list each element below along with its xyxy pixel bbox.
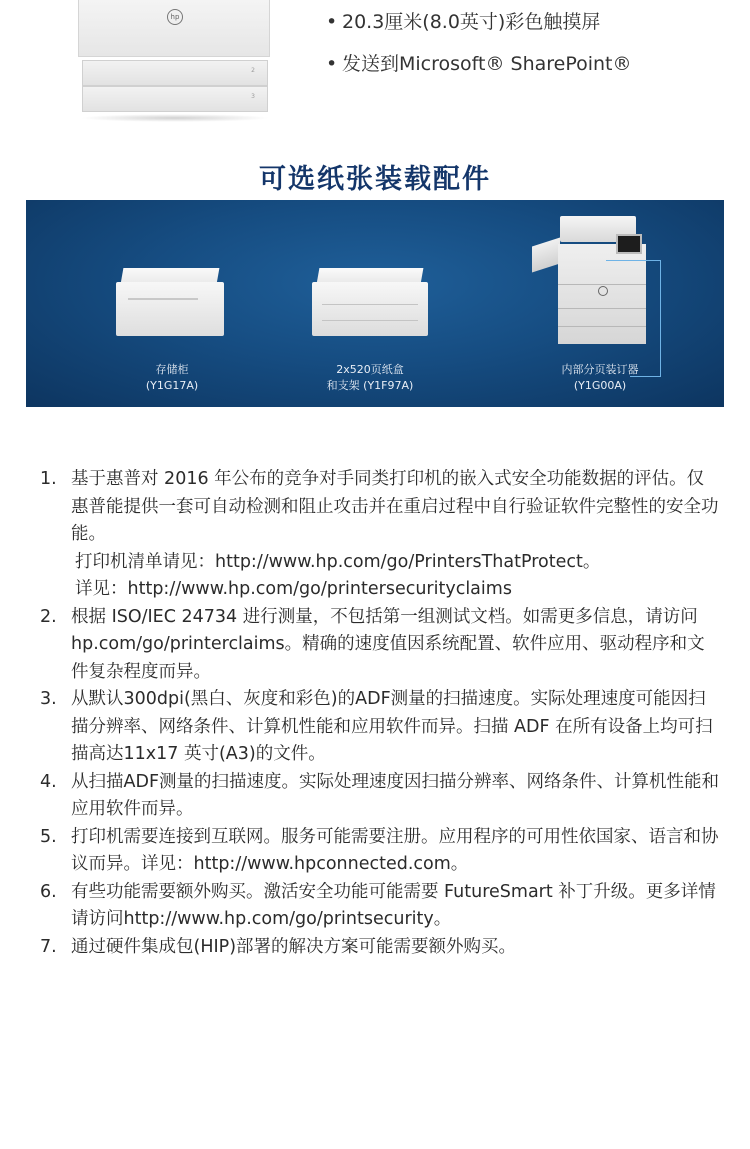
printer-tray: 3 [82, 86, 268, 112]
printer-body [78, 0, 270, 57]
footnote-item: 1. 基于惠普对 2016 年公布的竞争对手同类打印机的嵌入式安全功能数据的评估。仅惠普能提供一套可自动检测和阻止攻击并在重启过程中自行验证软件完整性的安全功能。 打印机清单请见：http://www.hp.com/go/PrintersThatProtect。 详见：http://www.hp.com/go/printersecurityclaims [40, 466, 720, 604]
feature-list [326, 8, 632, 92]
footnote-link[interactable]: 详见：http://www.hp.com/go/printersecurityclaims [75, 579, 512, 599]
printer-image [78, 0, 270, 118]
footnote-item: 2. 根据 ISO/IEC 24734 进行测量，不包括第一组测试文档。如需更多信息，请访问 hp.com/go/printerclaims。精确的速度值因系统配置、软件应用、驱动程序和文件复杂程度而异。 [40, 606, 705, 682]
accessory-label-storage-cabinet: 存储柜 (Y1G17A) [145, 363, 199, 392]
accessory-label-paper-tray: 2x520页纸盒 和支架 (Y1F97A) [326, 363, 414, 392]
footnote-item: 6. 有些功能需要额外购买。激活安全功能可能需要 FutureSmart 补丁升级。更多详情请访问http://www.hp.com/go/printsecurity。 [40, 881, 716, 929]
accessories-banner [26, 200, 724, 407]
accessories-title: 可选纸张装载配件 [259, 164, 491, 195]
footnote-item: 3. 从默认300dpi(黑白、灰度和彩色)的ADF测量的扫描速度。实际处理速度可能因扫描分辨率、网络条件、计算机性能和应用软件而异。扫描 ADF 在所有设备上均可扫描高达11x17 英寸(A3)的文件。 [40, 689, 713, 764]
feature-item: • 发送到Microsoft® SharePoint® [326, 50, 632, 92]
feature-item: • 20.3厘米(8.0英寸)彩色触摸屏 [326, 8, 632, 50]
bullet-icon: • [326, 53, 338, 75]
bullet-icon: • [326, 11, 338, 33]
paper-tray-stand-image [312, 268, 430, 336]
callout-line [606, 260, 661, 261]
finisher-printer-image [554, 212, 654, 352]
printer-tray: 2 [82, 60, 268, 86]
footnote-item: 4. 从扫描ADF测量的扫描速度。实际处理速度因扫描分辨率、网络条件、计算机性能和应用软件而异。 [40, 771, 720, 819]
top-section [0, 0, 750, 140]
storage-cabinet-image [116, 268, 226, 336]
accessory-label-finisher: 内部分页装订器 (Y1G00A) [561, 363, 639, 392]
footnote-item: 7. 通过硬件集成包(HIP)部署的解决方案可能需要额外购买。 [40, 936, 517, 957]
callout-line [660, 260, 661, 377]
footnote-link[interactable]: 打印机清单请见：http://www.hp.com/go/PrintersThatProtect。 [75, 551, 601, 572]
footnote-item: 5. 打印机需要连接到互联网。服务可能需要注册。应用程序的可用性依国家、语言和协议而异。详见：http://www.hpconnected.com。 [40, 826, 719, 874]
printer-shadow [80, 114, 270, 122]
hp-logo-icon: hp [167, 9, 183, 25]
footnotes-list [40, 466, 720, 961]
